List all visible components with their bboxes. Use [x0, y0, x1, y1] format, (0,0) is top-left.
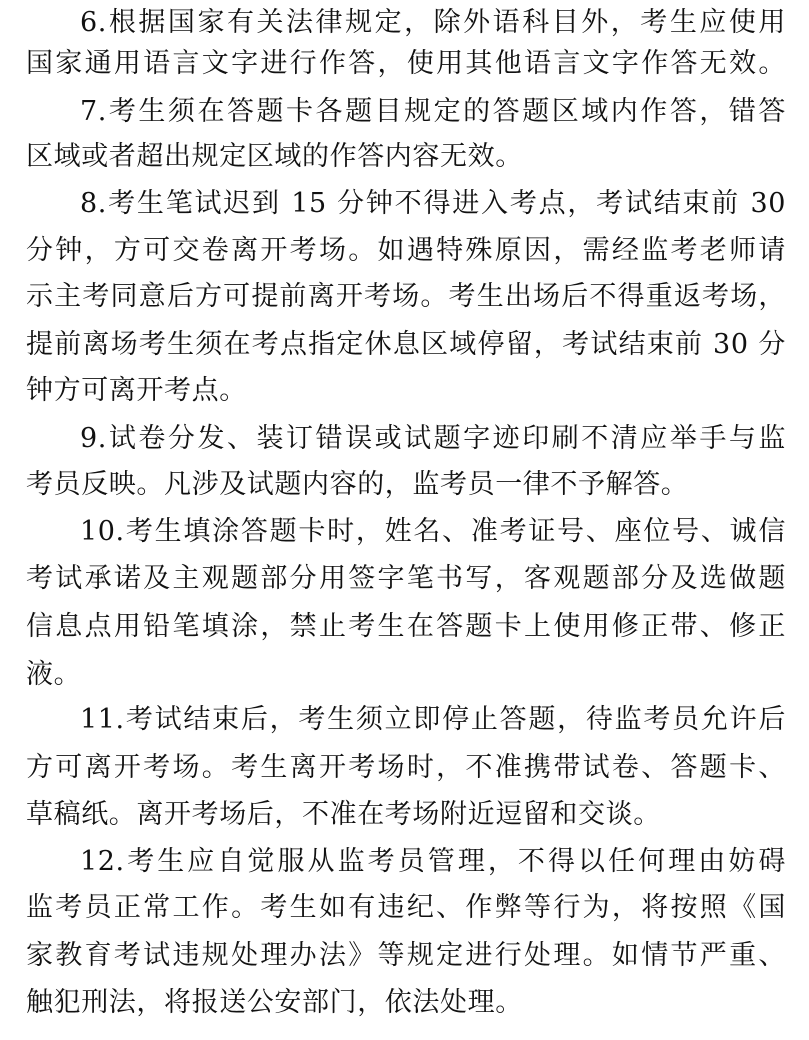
text-line-13: 考试承诺及主观题部分用签字笔书写，客观题部分及选做题: [26, 563, 786, 594]
text-line-7: 示主考同意后方可提前离开考场。考生出场后不得重返考场，: [26, 281, 786, 312]
text-line-19: 12.考生应自觉服从监考员管理，不得以任何理由妨碍: [80, 846, 786, 877]
text-line-10: 9.试卷分发、装订错误或试题字迹印刷不清应举手与监: [80, 423, 786, 454]
text-line-9: 钟方可离开考点。: [26, 375, 247, 406]
text-line-3: 7.考生须在答题卡各题目规定的答题区域内作答，错答: [80, 96, 786, 127]
text-line-15: 液。: [26, 659, 82, 690]
text-line-11: 考员反映。凡涉及试题内容的，监考员一律不予解答。: [26, 469, 689, 500]
text-line-16: 11.考试结束后，考生须立即停止答题，待监考员允许后: [80, 704, 786, 735]
text-line-12: 10.考生填涂答题卡时，姓名、准考证号、座位号、诚信: [80, 516, 786, 547]
text-line-8: 提前离场考生须在考点指定休息区域停留，考试结束前 30 分: [26, 329, 786, 360]
text-line-2: 国家通用语言文字进行作答，使用其他语言文字作答无效。: [26, 48, 786, 79]
text-line-17: 方可离开考场。考生离开考场时，不准携带试卷、答题卡、: [26, 752, 786, 783]
text-line-14: 信息点用铅笔填涂，禁止考生在答题卡上使用修正带、修正: [26, 611, 786, 642]
text-line-1: 6.根据国家有关法律规定，除外语科目外，考生应使用: [80, 7, 786, 38]
text-line-21: 家教育考试违规处理办法》等规定进行处理。如情节严重、: [26, 940, 786, 971]
text-line-18: 草稿纸。离开考场后，不准在考场附近逗留和交谈。: [26, 799, 661, 830]
text-line-6: 分钟，方可交卷离开考场。如遇特殊原因，需经监考老师请: [26, 235, 786, 266]
text-line-4: 区域或者超出规定区域的作答内容无效。: [26, 141, 523, 172]
text-line-22: 触犯刑法，将报送公安部门，依法处理。: [26, 987, 523, 1018]
text-line-20: 监考员正常工作。考生如有违纪、作弊等行为，将按照《国: [26, 892, 786, 923]
text-line-5: 8.考生笔试迟到 15 分钟不得进入考点，考试结束前 30: [80, 188, 786, 219]
